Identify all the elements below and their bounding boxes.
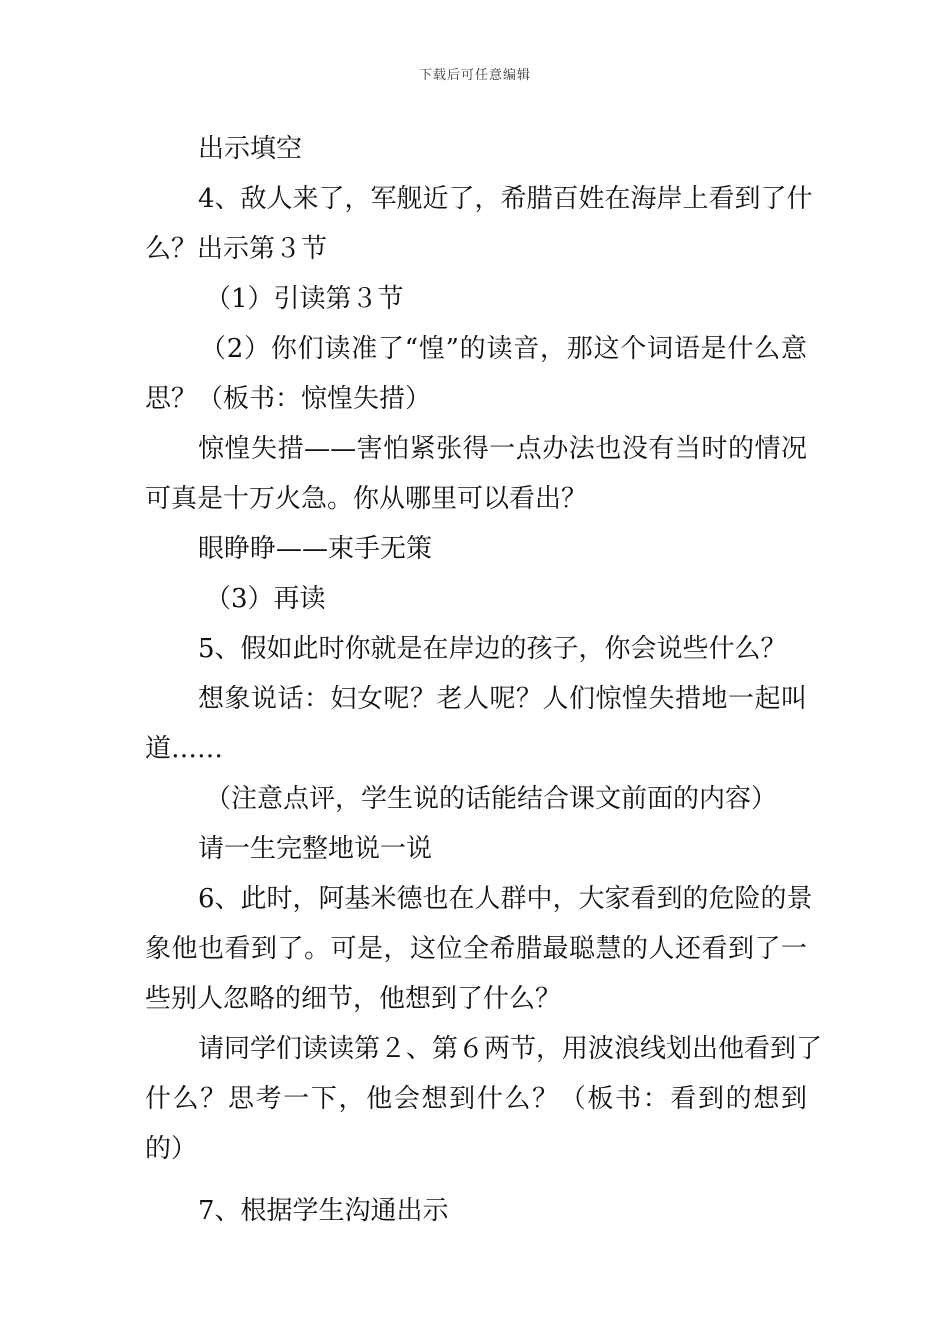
text-line: 么？出示第３节	[145, 234, 328, 264]
text-line: 思？（板书：惊惶失措）	[145, 384, 432, 414]
page-header: 下载后可任意编辑	[418, 68, 531, 83]
document-body	[145, 124, 823, 1236]
text-line: 出示填空	[198, 134, 303, 164]
text-line: 6、此时，阿基米德也在人群中，大家看到的危险的景	[198, 884, 813, 914]
text-line: 4、敌人来了，军舰近了，希腊百姓在海岸上看到了什	[198, 184, 813, 214]
text-line: 请同学们读读第２、第６两节，用波浪线划出他看到了	[198, 1034, 823, 1064]
text-line: 想象说话：妇女呢？老人呢？人们惊惶失措地一起叫	[198, 684, 807, 714]
text-line: 5、假如此时你就是在岸边的孩子，你会说些什么？	[198, 634, 787, 664]
text-line: 可真是十万火急。你从哪里可以看出？	[145, 484, 588, 514]
text-line: 的）	[145, 1134, 198, 1164]
text-line: （1）引读第３节	[205, 284, 404, 314]
text-line: 什么？思考一下，他会想到什么？（板书：看到的想到	[145, 1084, 807, 1114]
text-line: 惊惶失措——害怕紧张得一点办法也没有当时的情况	[198, 434, 807, 464]
text-line: （2）你们读准了“惶”的读音，那这个词语是什么意	[200, 334, 807, 364]
text-line: 眼睁睁——束手无策	[198, 534, 433, 564]
text-line: （3）再读	[205, 584, 326, 614]
text-line: 7、根据学生沟通出示	[198, 1196, 449, 1226]
text-line: （注意点评，学生说的话能结合课文前面的内容）	[205, 784, 778, 814]
text-line: 请一生完整地说一说	[198, 834, 433, 864]
text-line: 道……	[145, 734, 224, 764]
text-line: 象他也看到了。可是，这位全希腊最聪慧的人还看到了一	[145, 934, 807, 964]
text-line: 些别人忽略的细节，他想到了什么？	[145, 984, 562, 1014]
